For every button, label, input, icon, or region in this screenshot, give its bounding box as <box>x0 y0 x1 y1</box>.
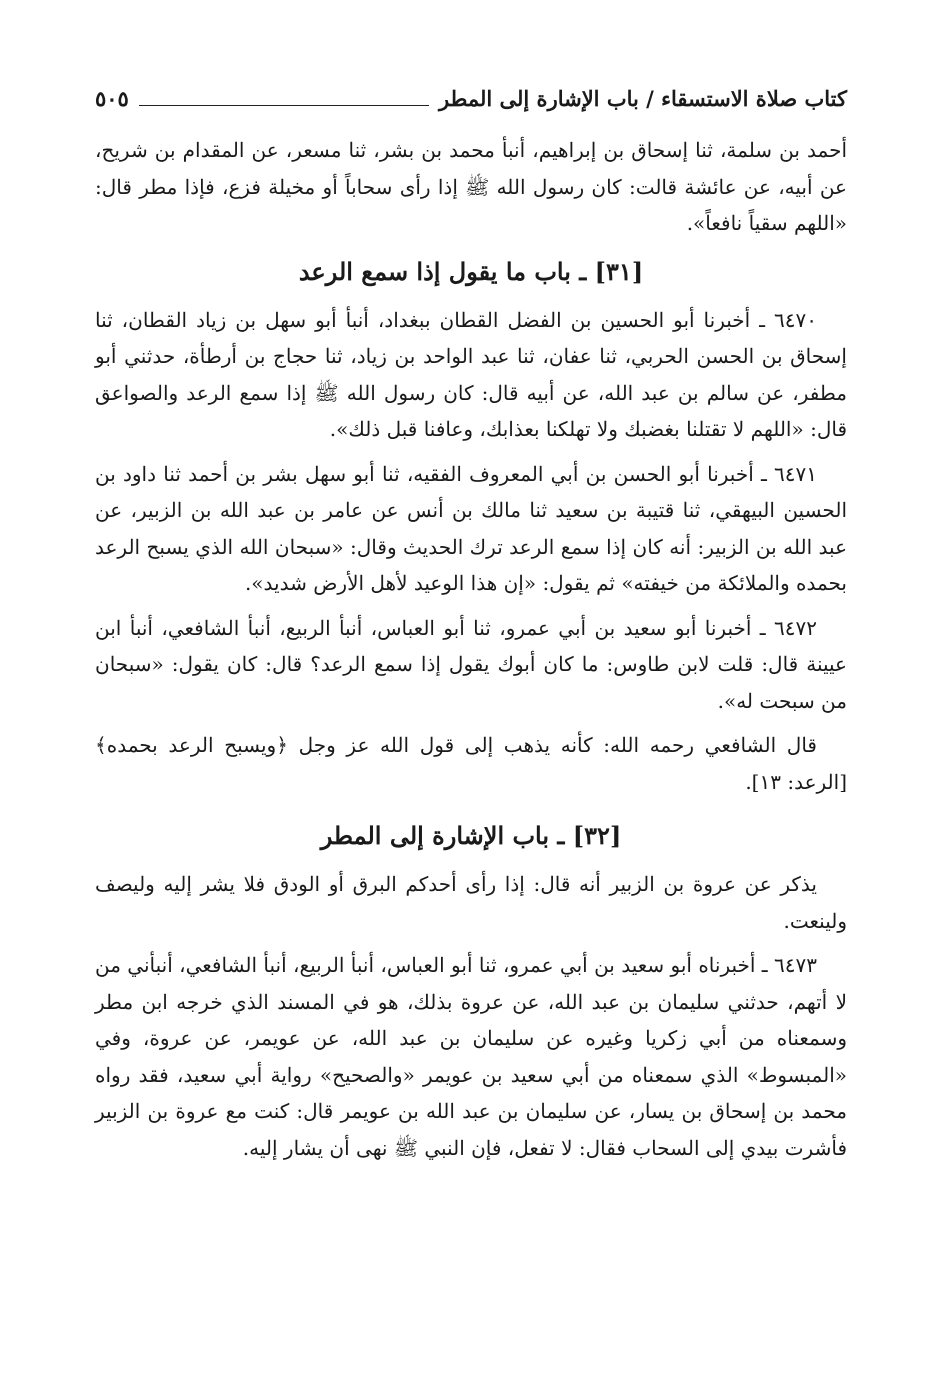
hadith-6470: ٦٤٧٠ ـ أخبرنا أبو الحسين بن الفضل القطان ببغداد، أنبأ أبو سهل بن زياد القطان، ثنا إسحاق بن الحسن الحربي، ثنا عفان، ثنا عبد الواحد بن زياد، ثنا حجاج بن أرطأة، حدثني أبو مطفر، عن سالم بن عبد الله، عن أبيه قال: كان رسول الله ﷺ إذا سمع الرعد والصواعق قال: «اللهم لا تقتلنا بغضبك ولا تهلكنا بعذابك، وعافنا قبل ذلك». <box>95 307 847 441</box>
header-rule <box>139 105 429 106</box>
paragraph-continuation: أحمد بن سلمة، ثنا إسحاق بن إبراهيم، أنبأ محمد بن بشر، ثنا مسعر، عن المقدام بن شريح، عن أبيه، عن عائشة قالت: كان رسول الله ﷺ إذا رأى سحاباً أو مخيلة فزع، فإذا مطر قال: «اللهم سقياً نافعاً». <box>95 138 847 235</box>
hadith-6473: ٦٤٧٣ ـ أخبرناه أبو سعيد بن أبي عمرو، ثنا أبو العباس، أنبأ الربيع، أنبأ الشافعي، أنبأني من لا أتهم، حدثني سليمان بن عبد الله، عن عروة بذلك، هو في المسند الذي خرجه ابن مطر وسمعناه من أبي زكريا وغيره عن سليمان بن عبد الله، عن عويمر، عن عروة، وفي «المبسوط» الذي سمعناه من أبي سعيد بن عويمر «والصحيح» رواية أبي سعيد، فقد رواه محمد بن إسحاق بن يسار، عن سليمان بن عبد الله بن عويمر قال: كنت مع عروة بن الزبير فأشرت بيدي إلى السحاب فقال: لا تفعل، فإن النبي ﷺ نهى أن يشار إليه. <box>95 953 847 1160</box>
chapter-intro-32: يذكر عن عروة بن الزبير أنه قال: إذا رأى أحدكم البرق أو الودق فلا يشر إليه وليصف ولينعت. <box>95 872 847 933</box>
running-title: كتاب صلاة الاستسقاء / باب الإشارة إلى المطر <box>439 86 847 111</box>
running-header <box>95 78 847 114</box>
hadith-6471: ٦٤٧١ ـ أخبرنا أبو الحسن بن أبي المعروف الفقيه، ثنا أبو سهل بشر بن أحمد ثنا داود بن الحسين البيهقي، ثنا قتيبة بن سعيد ثنا مالك بن أنس عن عامر بن عبد الله بن الزبير، عن عبد الله بن الزبير: أنه كان إذا سمع الرعد ترك الحديث وقال: «سبحان الله الذي يسبح الرعد بحمده والملائكة من خيفته» ثم يقول: «إن هذا الوعيد لأهل الأرض شديد». <box>95 461 847 595</box>
section-heading-32: [٣٢] ـ باب الإشارة إلى المطر <box>320 821 622 850</box>
page <box>95 78 847 1166</box>
hadith-6472: ٦٤٧٢ ـ أخبرنا أبو سعيد بن أبي عمرو، ثنا أبو العباس، أنبأ الربيع، أنبأ الشافعي، أنبأ ابن عيينة قال: قلت لابن طاوس: ما كان أبوك يقول إذا سمع الرعد؟ قال: كان يقول: «سبحان من سبحت له». <box>95 615 847 713</box>
shafii-comment: قال الشافعي رحمه الله: كأنه يذهب إلى قول الله عز وجل ﴿ويسبح الرعد بحمده﴾ [الرعد: ١٣]. <box>95 733 847 794</box>
page-number: ٥٠٥ <box>95 86 129 111</box>
section-heading-31: [٣١] ـ باب ما يقول إذا سمع الرعد <box>298 256 644 286</box>
